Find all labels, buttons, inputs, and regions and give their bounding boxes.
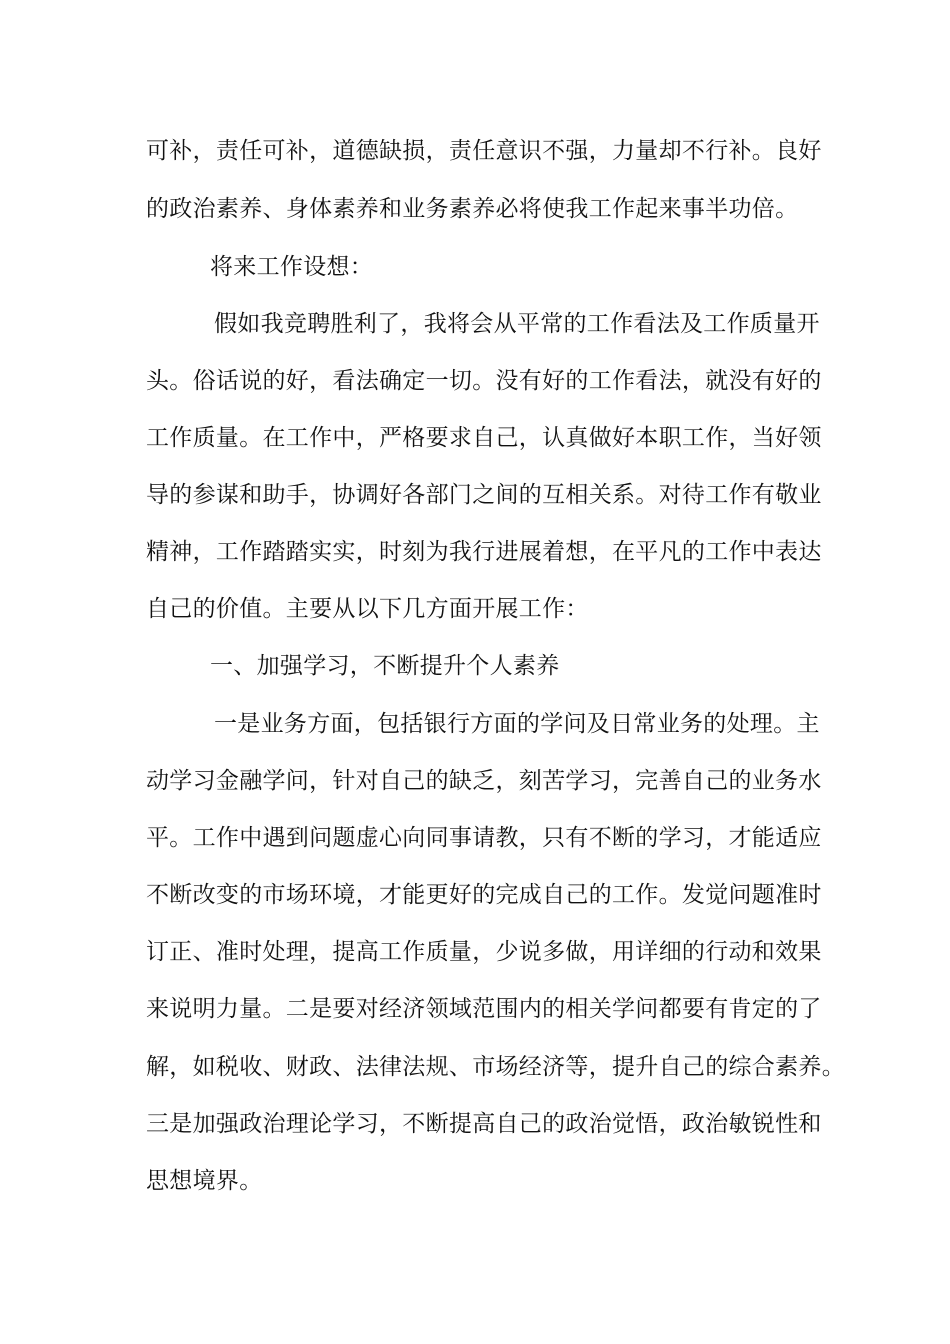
text-line: 动学习金融学问，针对自己的缺乏，刻苦学习，完善自己的业务水	[146, 768, 822, 794]
text-line: 可补，责任可补，道德缺损，责任意识不强，力量却不行补。良好	[146, 138, 822, 164]
text-line: 的政治素养、身体素养和业务素养必将使我工作起来事半功倍。	[146, 196, 799, 222]
text-line: 平。工作中遇到问题虚心向同事请教，只有不断的学习，才能适应	[146, 825, 822, 851]
text-line: 解，如税收、财政、法律法规、市场经济等，提升自己的综合素养。	[146, 1054, 845, 1080]
text-line: 自己的价值。主要从以下几方面开展工作：	[146, 596, 589, 622]
text-line: 来说明力量。二是要对经济领域范围内的相关学问都要有肯定的了	[146, 996, 822, 1022]
text-line: 思想境界。	[146, 1168, 263, 1194]
text-line: 头。俗话说的好，看法确定一切。没有好的工作看法，就没有好的	[146, 368, 822, 394]
section-heading: 将来工作设想：	[210, 254, 374, 280]
text-line: 三是加强政治理论学习，不断提高自己的政治觉悟，政治敏锐性和	[146, 1111, 822, 1137]
text-line: 导的参谋和助手，协调好各部门之间的互相关系。对待工作有敬业	[146, 482, 822, 508]
text-line: 假如我竞聘胜利了，我将会从平常的工作看法及工作质量开	[214, 311, 820, 337]
text-line: 订正、准时处理，提高工作质量，少说多做，用详细的行动和效果	[146, 939, 822, 965]
text-line: 一是业务方面，包括银行方面的学问及日常业务的处理。主	[214, 711, 820, 737]
section-heading: 一、加强学习，不断提升个人素养	[210, 653, 560, 679]
text-line: 工作质量。在工作中，严格要求自己，认真做好本职工作，当好领	[146, 425, 822, 451]
text-line: 精神，工作踏踏实实，时刻为我行进展着想，在平凡的工作中表达	[146, 539, 822, 565]
text-line: 不断改变的市场环境，才能更好的完成自己的工作。发觉问题准时	[146, 882, 822, 908]
